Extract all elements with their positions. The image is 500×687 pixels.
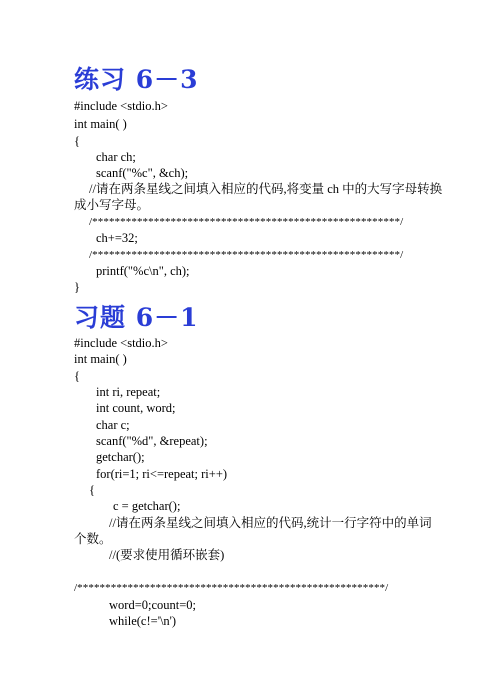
code-line: char c; bbox=[96, 418, 130, 432]
code-line: #include <stdio.h> bbox=[74, 336, 168, 350]
code-comment: //请在两条星线之间填入相应的代码,统计一行字符中的单词 bbox=[109, 516, 432, 530]
code-line: while(c!='\n') bbox=[109, 614, 177, 628]
code-line: int main( ) bbox=[74, 352, 127, 366]
code-line: int count, word; bbox=[96, 401, 176, 415]
code-line: scanf("%c", &ch); bbox=[96, 166, 189, 180]
code-line: scanf("%d", &repeat); bbox=[96, 434, 208, 448]
code-line: c = getchar(); bbox=[113, 499, 181, 513]
code-line: int main( ) bbox=[74, 117, 127, 131]
code-line: printf("%c\n", ch); bbox=[96, 264, 190, 278]
star-line: /*******************************************************/ bbox=[89, 216, 404, 228]
code-line: } bbox=[74, 280, 80, 294]
star-line: /*******************************************************/ bbox=[74, 582, 389, 594]
code-line: { bbox=[89, 483, 95, 497]
code-comment-continuation: 成小写字母。 bbox=[74, 198, 150, 212]
section-heading-2: 习题 6－1 bbox=[74, 303, 199, 332]
code-line: { bbox=[74, 369, 80, 383]
code-line: { bbox=[74, 134, 80, 148]
section-heading-1: 练习 6－3 bbox=[74, 65, 199, 94]
code-line: #include <stdio.h> bbox=[74, 99, 168, 113]
code-line: for(ri=1; ri<=repeat; ri++) bbox=[96, 467, 228, 481]
code-line: getchar(); bbox=[96, 450, 145, 464]
code-comment-continuation: 个数。 bbox=[74, 532, 112, 546]
code-line: char ch; bbox=[96, 150, 136, 164]
star-line: /*******************************************************/ bbox=[89, 249, 404, 261]
code-line: word=0;count=0; bbox=[109, 598, 197, 612]
code-line: int ri, repeat; bbox=[96, 385, 161, 399]
code-comment: //(要求使用循环嵌套) bbox=[109, 548, 225, 562]
code-comment: //请在两条星线之间填入相应的代码,将变量 ch 中的大写字母转换 bbox=[89, 182, 443, 196]
code-line: ch+=32; bbox=[96, 231, 138, 245]
